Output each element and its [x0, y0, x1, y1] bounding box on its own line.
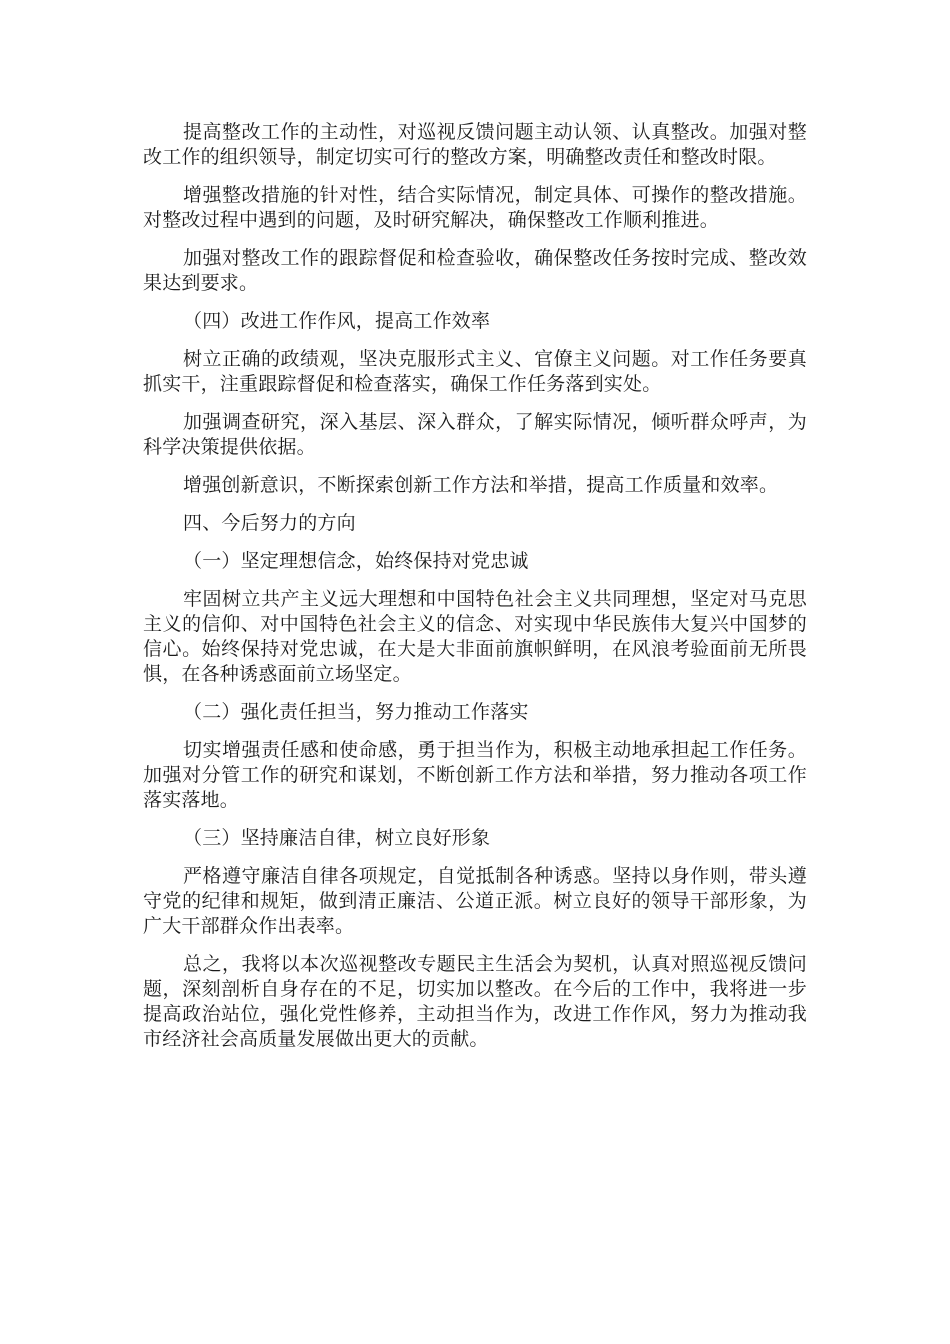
document-body: [143, 120, 807, 1065]
paragraph: 切实增强责任感和使命感，勇于担当作为，积极主动地承担起工作任务。加强对分管工作的研究和谋划，不断创新工作方法和举措，努力推动各项工作落实落地。: [143, 739, 807, 811]
paragraph: 树立正确的政绩观，坚决克服形式主义、官僚主义问题。对工作任务要真抓实干，注重跟踪督促和检查落实，确保工作任务落到实处。: [143, 348, 807, 395]
paragraph: 增强整改措施的针对性，结合实际情况，制定具体、可操作的整改措施。对整改过程中遇到的问题，及时研究解决，确保整改工作顺利推进。: [143, 184, 807, 231]
section-heading: （一）坚定理想信念，始终保持对党忠诚: [183, 550, 529, 572]
paragraph: 增强创新意识，不断探索创新工作方法和举措，提高工作质量和效率。: [183, 474, 779, 496]
paragraph: 严格遵守廉洁自律各项规定，自觉抵制各种诱惑。坚持以身作则，带头遵守党的纪律和规矩，做到清正廉洁、公道正派。树立良好的领导干部形象，为广大干部群众作出表率。: [143, 865, 807, 937]
chapter-heading: 四、今后努力的方向: [183, 512, 356, 534]
section-heading: （二）强化责任担当，努力推动工作落实: [183, 701, 529, 723]
paragraph: 总之，我将以本次巡视整改专题民主生活会为契机，认真对照巡视反馈问题，深刻剖析自身存在的不足，切实加以整改。在今后的工作中，我将进一步提高政治站位，强化党性修养，主动担当作为，改进工作作风，努力为推动我市经济社会高质量发展做出更大的贡献。: [143, 953, 807, 1050]
section-heading: （四）改进工作作风，提高工作效率: [183, 310, 491, 332]
paragraph: 提高整改工作的主动性，对巡视反馈问题主动认领、认真整改。加强对整改工作的组织领导，制定切实可行的整改方案，明确整改责任和整改时限。: [143, 121, 807, 168]
section-heading: （三）坚持廉洁自律，树立良好形象: [183, 827, 491, 849]
paragraph: 加强对整改工作的跟踪督促和检查验收，确保整改任务按时完成、整改效果达到要求。: [143, 247, 807, 294]
paragraph: 加强调查研究，深入基层、深入群众，了解实际情况，倾听群众呼声，为科学决策提供依据。: [143, 411, 807, 458]
paragraph: 牢固树立共产主义远大理想和中国特色社会主义共同理想，坚定对马克思主义的信仰、对中国特色社会主义的信念、对实现中华民族伟大复兴中国梦的信心。始终保持对党忠诚，在大是大非面前旗帜鲜明，在风浪考验面前无所畏惧，在各种诱惑面前立场坚定。: [143, 588, 807, 685]
